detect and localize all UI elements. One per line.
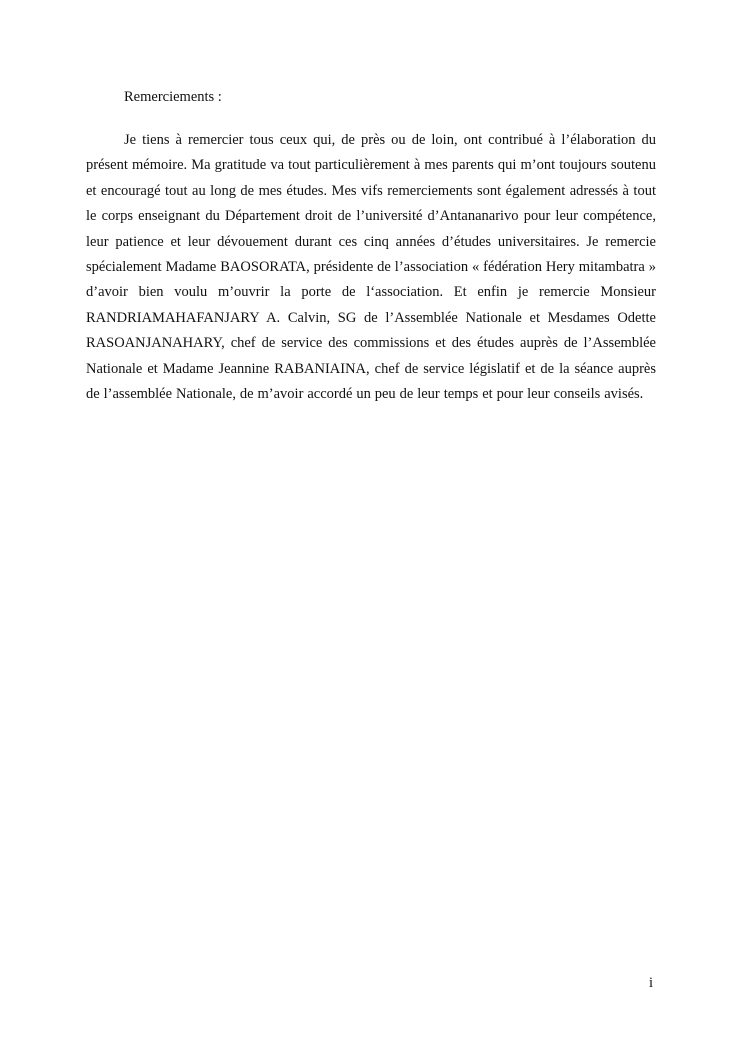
page-number: i (649, 975, 654, 991)
section-heading: Remerciements : (124, 89, 222, 105)
acknowledgements-paragraph: Je tiens à remercier tous ceux qui, de près ou de loin, ont contribué à l’élaboration du présent mémoire. Ma gratitude va tout particulièrement à mes parents qui m’ont toujours soutenu et encouragé tout au long de mes études. Mes vifs remerciements sont également adressés à tout le corps enseignant du Département droit de l’université d’Antananarivo pour leur compétence, leur patience et leur dévouement durant ces cinq années d’études universitaires. Je remercie spécialement Madame BAOSORATA, présidente de l’association « fédération Hery mitambatra » d’avoir bien voulu m’ouvrir la porte de l‘association. Et enfin je remercie Monsieur RANDRIAMAHAFANJARY A. Calvin, SG de l’Assemblée Nationale et Mesdames Odette RASOANJANAHARY, chef de service des commissions et des études auprès de l’Assemblée Nationale et Madame Jeannine RABANIAINA, chef de service législatif et de la séance auprès de l’assemblée Nationale, de m’avoir accordé un peu de leur temps et pour leur conseils avisés. (86, 132, 656, 403)
